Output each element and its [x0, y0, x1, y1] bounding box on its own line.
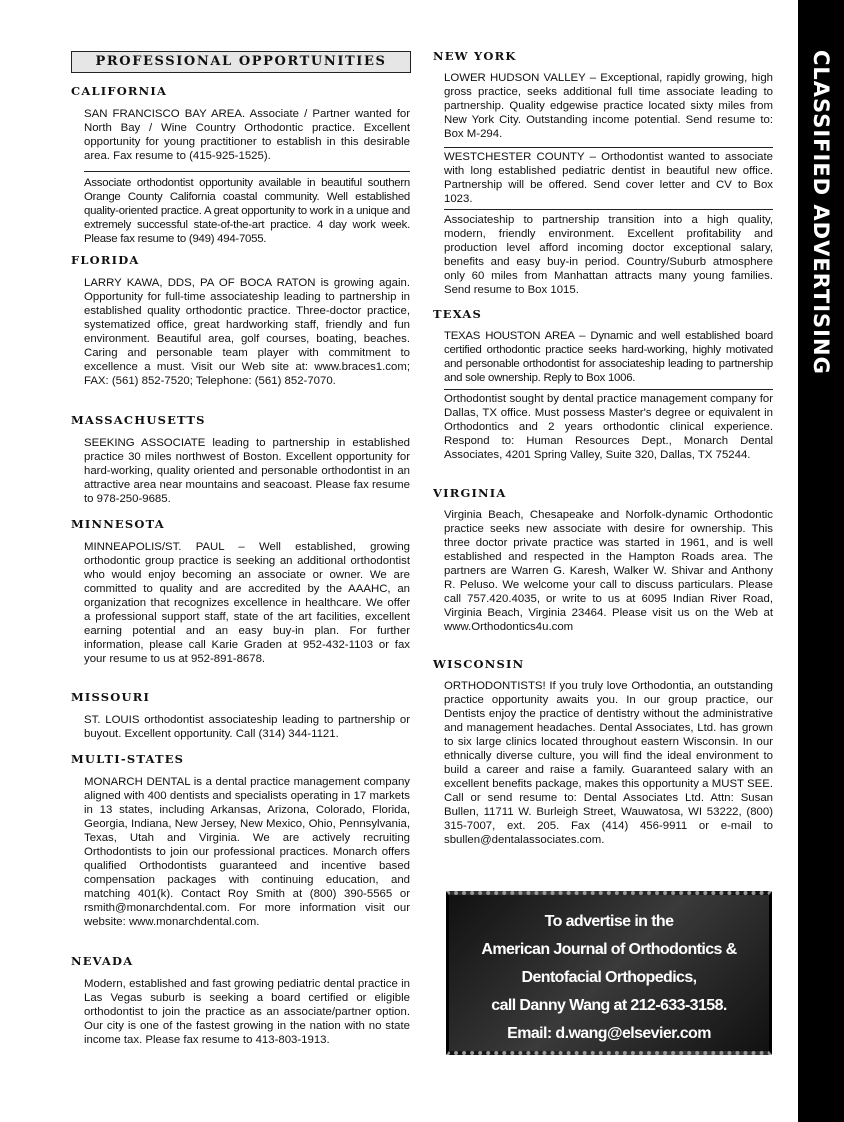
advert-line: To advertise in the: [544, 913, 674, 930]
ad-texas-1: TEXAS HOUSTON AREA – Dynamic and well established board certified orthodontic practice seeks hard-working, highly motivated and personable orthodontist for associateship leading to partnership and sole ownership. Reply to Box 1006.: [444, 330, 773, 384]
ad-missouri-1: ST. LOUIS orthodontist associateship leading to partnership or buyout. Excellent opportunity. Call (314) 344-1121.: [84, 714, 410, 740]
classified-sidebar: [798, 0, 844, 1122]
ad-virginia-1: Virginia Beach, Chesapeake and Norfolk-dynamic Orthodontic practice seeks new associate with desire for ownership. This three doctor private practice was started in 1961, and is well established and respected in the Hampton Roads area. The partners are Warren G. Karesh, Walker W. Shivar and Anthony R. Peluso. We welcome your call to discuss particulars. Please call 757.420.4035, or write to us at 6095 Indian River Road, Virginia Beach, Virginia 23464. Please visit us on the Web at www.Orthodontics4u.com: [444, 509, 773, 633]
ad-california-2: Associate orthodontist opportunity available in beautiful southern Orange County California coastal community. Well established quality-oriented practice. A great opportunity to work in a unique and extremely successful state-of-the-art practice. 4 day work week. Please fax resume to (949) 494-7055.: [84, 177, 410, 245]
ad-multi-states-1: MONARCH DENTAL is a dental practice management company aligned with 400 dentists and specialists operating in 17 markets in 13 states, including Arkansas, Arizona, Colorado, Florida, Georgia, Indiana, New Jersey, New Mexico, Ohio, Pennsylvania, Texas, Utah and Virginia. We are actively recruiting Orthodontists to join our professional practices. Monarch offers qualified Orthodontists guaranteed and incentive based compensation packages with continuing education, and matching 401(k). Contact Roy Smith at (800) 390-5565 or rsmith@monarchdental.com. For more information visit our website: www.monarchdental.com.: [84, 776, 410, 928]
heading-massachusetts: MASSACHUSETTS: [71, 413, 206, 427]
heading-nevada: NEVADA: [71, 954, 134, 968]
ad-wisconsin-1: ORTHODONTISTS! If you truly love Orthodontia, an outstanding practice opportunity awaits you. In our group practice, our Dentists enjoy the practice of dentistry without the administrative and management headaches. Dental Associates, Ltd. has grown to six large clinics located throughout eastern Wisconsin. In our ethnically diverse culture, you will find the ideal environment to build a career and raise a family. Guaranteed salary with an excellent benefits package, makes this opportunity a MUST SEE. Call or send resume to: Dental Associates Ltd. Attn: Susan Bullen, 11711 W. Burleigh Street, Wauwatosa, WI 53222, (800) 315-7007, ext. 205. Fax (414) 456-9911 or e-mail to sbullen@dentalassociates.com.: [444, 680, 773, 846]
ad-florida-1: LARRY KAWA, DDS, PA OF BOCA RATON is growing again. Opportunity for full-time associateship leading to partnership in established quality orthodontic practice. Three-doctor practice, systematized office, great hardworking staff, friendly and fun environment. Beautiful area, golf courses, boating, beaches. Caring and personable team player with commitment to excellence a must. Visit our Web site at: www.braces1.com; FAX: (561) 852-7520; Telephone: (561) 852-7070.: [84, 277, 410, 387]
section-header: PROFESSIONAL OPPORTUNITIES: [71, 51, 411, 73]
ad-texas-2: Orthodontist sought by dental practice management company for Dallas, TX office. Must possess Master's degree or equivalent in Orthodontics and 2 years orthodontic clinical experience. Respond to: Human Resources Dept., Monarch Dental Associates, 4201 Spring Valley, Suite 320, Dallas, TX 75244.: [444, 393, 773, 461]
ad-nevada-1: Modern, established and fast growing pediatric dental practice in Las Vegas suburb is seeking a board certified or eligible orthodontist to join the practice as an associate/partner option. Our city is one of the fastest growing in the nation with no state income tax. Please fax resume to 413-803-1913.: [84, 978, 410, 1046]
heading-multi-states: MULTI-STATES: [71, 752, 185, 766]
heading-missouri: MISSOURI: [71, 690, 151, 704]
ad-new-york-3: Associateship to partnership transition into a high quality, modern, friendly environment. Excellent profitability and production level afford incoming doctor exceptional salary, benefits and easy buy-in period. Country/Suburb atmosphere only 60 miles from Manhattan attracts many young families. Send resume to Box 1015.: [444, 214, 773, 296]
advert-line: American Journal of Orthodontics &: [481, 941, 737, 958]
divider: [444, 389, 773, 390]
heading-wisconsin: WISCONSIN: [433, 657, 525, 671]
divider: [444, 209, 773, 210]
heading-texas: TEXAS: [433, 307, 483, 321]
sidebar-title: CLASSIFIED ADVERTISING: [809, 50, 833, 375]
ad-new-york-1: LOWER HUDSON VALLEY – Exceptional, rapidly growing, high gross practice, seeks additional full time associate leading to partnership. Quality edgewise practice located sixty miles from New York City. Outstanding income potential. Send resume to: Box M-294.: [444, 72, 773, 140]
ad-minnesota-1: MINNEAPOLIS/ST. PAUL – Well established, growing orthodontic group practice is seeking an additional orthodontist who would enjoy becoming an associate or owner. We are committed to quality and are accredited by the AAAHC, an organization that recognizes excellence in healthcare. We offer a professional support staff, state of the art facilities, excellent earning potential and an easy buy-in plan. For further information, please call Karie Graden at 952-432-1103 or fax your resume to us at 952-891-8678.: [84, 541, 410, 665]
ad-massachusetts-1: SEEKING ASSOCIATE leading to partnership in established practice 30 miles northwest of Boston. Excellent opportunity for hard-working, quality oriented and personable orthodontist in an attractive area near mountains and seacoast. Please fax resume to 978-250-9685.: [84, 437, 410, 505]
heading-minnesota: MINNESOTA: [71, 517, 165, 531]
ad-new-york-2: WESTCHESTER COUNTY – Orthodontist wanted to associate with long established pediatric dentist in beautiful new office. Partnership will be offered. Send cover letter and CV to Box 1023.: [444, 151, 773, 205]
advert-email: Email: d.wang@elsevier.com: [507, 1025, 711, 1042]
heading-new-york: NEW YORK: [433, 49, 517, 63]
divider: [444, 147, 773, 148]
advertise-box: [446, 891, 772, 1055]
advert-line: Dentofacial Orthopedics,: [521, 969, 697, 986]
heading-florida: FLORIDA: [71, 253, 140, 267]
heading-virginia: VIRGINIA: [433, 486, 507, 500]
heading-california: CALIFORNIA: [71, 84, 168, 98]
advert-line: call Danny Wang at 212-633-3158.: [491, 997, 727, 1014]
ad-california-1: SAN FRANCISCO BAY AREA. Associate / Partner wanted for North Bay / Wine Country Orthodontic practice. Excellent opportunity for young practitioner to establish in this desirable area. Fax resume to (415-925-1525).: [84, 108, 410, 162]
divider: [84, 171, 410, 172]
